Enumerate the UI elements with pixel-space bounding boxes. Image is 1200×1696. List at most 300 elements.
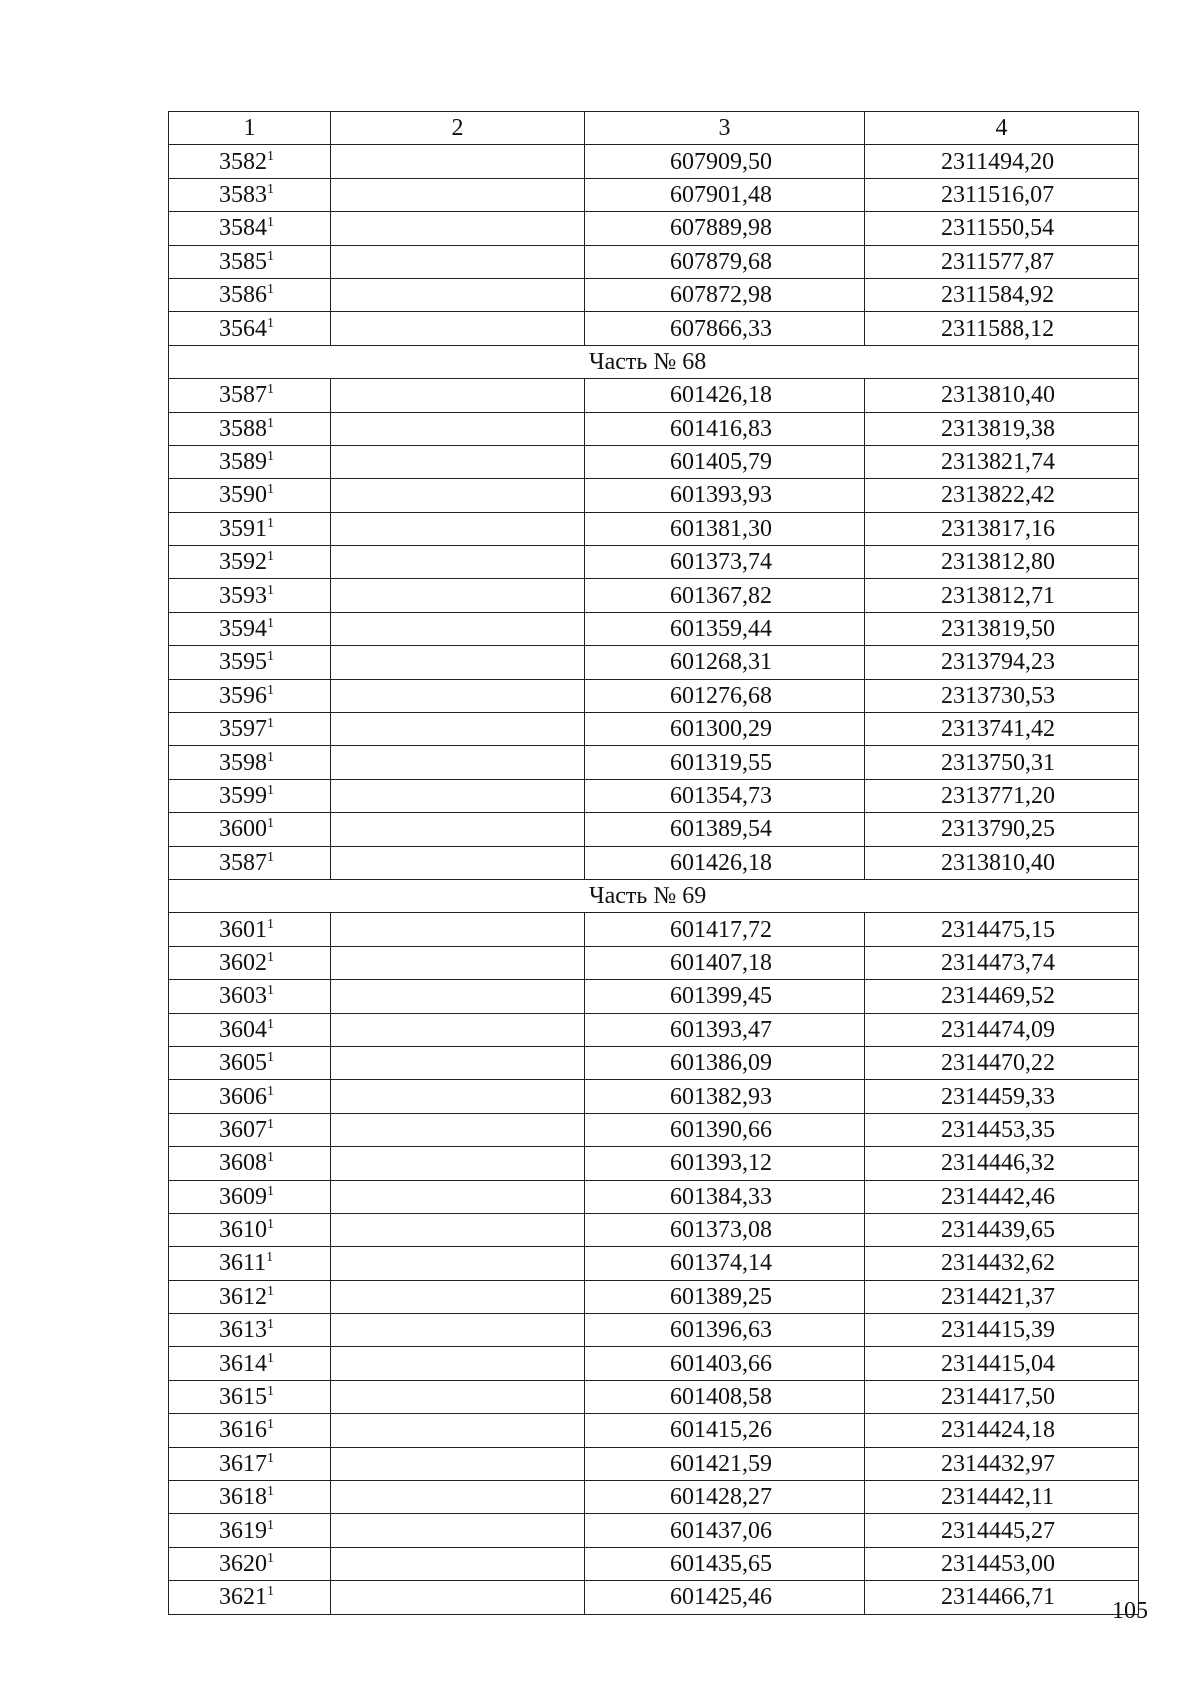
point-number-superscript: 1 bbox=[267, 181, 274, 197]
point-number-superscript: 1 bbox=[267, 1450, 274, 1466]
point-number-superscript: 1 bbox=[267, 649, 274, 665]
point-number-cell bbox=[169, 1180, 331, 1213]
column-2-cell bbox=[331, 746, 585, 779]
coordinate-x-cell: 601268,31 bbox=[585, 646, 865, 679]
coordinate-y-cell: 2313819,50 bbox=[865, 612, 1139, 645]
column-2-cell bbox=[331, 1447, 585, 1480]
point-number-cell bbox=[169, 846, 331, 879]
point-number-cell bbox=[169, 1581, 331, 1614]
coordinate-y-cell: 2313810,40 bbox=[865, 379, 1139, 412]
coordinate-y-cell: 2313817,16 bbox=[865, 512, 1139, 545]
table-row bbox=[169, 1280, 1139, 1313]
point-number: 3587 bbox=[219, 849, 267, 876]
point-number-superscript: 1 bbox=[266, 1250, 274, 1266]
coordinates-table bbox=[168, 111, 1139, 1615]
section-title: Часть № 69 bbox=[169, 879, 1139, 912]
point-number-cell bbox=[169, 746, 331, 779]
point-number-superscript: 1 bbox=[267, 1183, 274, 1199]
point-number-superscript: 1 bbox=[267, 315, 274, 331]
table-body bbox=[169, 145, 1139, 1614]
coordinate-y-cell: 2313812,80 bbox=[865, 546, 1139, 579]
point-number: 3598 bbox=[219, 749, 267, 776]
coordinate-x-cell: 601408,58 bbox=[585, 1380, 865, 1413]
point-number-superscript: 1 bbox=[267, 1317, 274, 1333]
coordinate-y-cell: 2314424,18 bbox=[865, 1414, 1139, 1447]
point-number-superscript: 1 bbox=[267, 949, 274, 965]
coordinate-x-cell: 601393,12 bbox=[585, 1147, 865, 1180]
point-number: 3595 bbox=[219, 649, 267, 676]
column-2-cell bbox=[331, 579, 585, 612]
coordinate-x-cell: 601407,18 bbox=[585, 946, 865, 979]
coordinate-y-cell: 2313741,42 bbox=[865, 713, 1139, 746]
column-2-cell bbox=[331, 679, 585, 712]
page-number: 105 bbox=[1112, 1598, 1148, 1624]
column-2-cell bbox=[331, 980, 585, 1013]
column-2-cell bbox=[331, 1180, 585, 1213]
point-number-superscript: 1 bbox=[267, 1283, 274, 1299]
point-number: 3596 bbox=[219, 682, 267, 709]
coordinate-x-cell: 601405,79 bbox=[585, 445, 865, 478]
table-row bbox=[169, 1046, 1139, 1079]
point-number: 3585 bbox=[219, 248, 267, 275]
coordinate-x-cell: 607901,48 bbox=[585, 178, 865, 211]
point-number-superscript: 1 bbox=[267, 1384, 274, 1400]
point-number-superscript: 1 bbox=[267, 582, 274, 598]
point-number: 3614 bbox=[219, 1350, 267, 1377]
table-row bbox=[169, 379, 1139, 412]
coordinate-y-cell: 2314446,32 bbox=[865, 1147, 1139, 1180]
column-2-cell bbox=[331, 1213, 585, 1246]
column-2-cell bbox=[331, 612, 585, 645]
table-row bbox=[169, 980, 1139, 1013]
point-number-superscript: 1 bbox=[267, 716, 274, 732]
coordinate-x-cell: 601417,72 bbox=[585, 913, 865, 946]
table-row bbox=[169, 1180, 1139, 1213]
coordinate-x-cell: 601382,93 bbox=[585, 1080, 865, 1113]
table-row bbox=[169, 1113, 1139, 1146]
coordinate-y-cell: 2313794,23 bbox=[865, 646, 1139, 679]
column-2-cell bbox=[331, 212, 585, 245]
coordinate-y-cell: 2314442,46 bbox=[865, 1180, 1139, 1213]
point-number-superscript: 1 bbox=[267, 983, 274, 999]
point-number: 3594 bbox=[219, 616, 267, 643]
coordinate-y-cell: 2314439,65 bbox=[865, 1213, 1139, 1246]
point-number: 3615 bbox=[219, 1384, 267, 1411]
table-row bbox=[169, 479, 1139, 512]
coordinate-x-cell: 601354,73 bbox=[585, 779, 865, 812]
coordinate-x-cell: 601384,33 bbox=[585, 1180, 865, 1213]
coordinate-x-cell: 607889,98 bbox=[585, 212, 865, 245]
point-number-superscript: 1 bbox=[267, 1484, 274, 1500]
coordinate-x-cell: 601390,66 bbox=[585, 1113, 865, 1146]
point-number-cell bbox=[169, 178, 331, 211]
point-number-cell bbox=[169, 1380, 331, 1413]
coordinate-y-cell: 2311584,92 bbox=[865, 278, 1139, 311]
point-number-superscript: 1 bbox=[267, 1217, 274, 1233]
point-number-cell bbox=[169, 579, 331, 612]
point-number-cell bbox=[169, 512, 331, 545]
coordinate-x-cell: 601426,18 bbox=[585, 379, 865, 412]
point-number-cell bbox=[169, 145, 331, 178]
table-row bbox=[169, 1013, 1139, 1046]
point-number: 3612 bbox=[219, 1283, 267, 1310]
table-row bbox=[169, 779, 1139, 812]
table-row bbox=[169, 278, 1139, 311]
coordinate-y-cell: 2311550,54 bbox=[865, 212, 1139, 245]
table-row bbox=[169, 1247, 1139, 1280]
point-number-cell bbox=[169, 1113, 331, 1146]
table-row bbox=[169, 1314, 1139, 1347]
coordinate-y-cell: 2313821,74 bbox=[865, 445, 1139, 478]
point-number-cell bbox=[169, 1213, 331, 1246]
coordinate-x-cell: 601403,66 bbox=[585, 1347, 865, 1380]
column-2-cell bbox=[331, 813, 585, 846]
point-number-superscript: 1 bbox=[267, 682, 274, 698]
column-2-cell bbox=[331, 1080, 585, 1113]
point-number-superscript: 1 bbox=[267, 1083, 274, 1099]
column-2-cell bbox=[331, 1113, 585, 1146]
point-number-superscript: 1 bbox=[267, 1350, 274, 1366]
coordinate-x-cell: 601421,59 bbox=[585, 1447, 865, 1480]
point-number-superscript: 1 bbox=[267, 549, 274, 565]
point-number: 3602 bbox=[219, 949, 267, 976]
table-row bbox=[169, 412, 1139, 445]
point-number-cell bbox=[169, 1481, 331, 1514]
point-number-superscript: 1 bbox=[267, 1517, 274, 1533]
point-number-cell bbox=[169, 1247, 331, 1280]
table-row bbox=[169, 1414, 1139, 1447]
table-row bbox=[169, 746, 1139, 779]
coordinate-x-cell: 601389,25 bbox=[585, 1280, 865, 1313]
coordinate-x-cell: 601396,63 bbox=[585, 1314, 865, 1347]
coordinate-x-cell: 601381,30 bbox=[585, 512, 865, 545]
point-number: 3606 bbox=[219, 1083, 267, 1110]
coordinate-x-cell: 601276,68 bbox=[585, 679, 865, 712]
column-2-cell bbox=[331, 412, 585, 445]
table-row bbox=[169, 1213, 1139, 1246]
coordinate-y-cell: 2314415,04 bbox=[865, 1347, 1139, 1380]
coordinate-x-cell: 601393,47 bbox=[585, 1013, 865, 1046]
column-2-cell bbox=[331, 1380, 585, 1413]
column-2-cell bbox=[331, 479, 585, 512]
table-row bbox=[169, 178, 1139, 211]
point-number-cell bbox=[169, 379, 331, 412]
point-number-cell bbox=[169, 913, 331, 946]
coordinate-x-cell: 607879,68 bbox=[585, 245, 865, 278]
coordinate-y-cell: 2314469,52 bbox=[865, 980, 1139, 1013]
table-row bbox=[169, 813, 1139, 846]
coordinate-y-cell: 2313750,31 bbox=[865, 746, 1139, 779]
coordinate-y-cell: 2314432,62 bbox=[865, 1247, 1139, 1280]
column-2-cell bbox=[331, 145, 585, 178]
coordinate-y-cell: 2311516,07 bbox=[865, 178, 1139, 211]
table-row bbox=[169, 846, 1139, 879]
point-number-cell bbox=[169, 1013, 331, 1046]
coordinate-y-cell: 2314474,09 bbox=[865, 1013, 1139, 1046]
table-row bbox=[169, 512, 1139, 545]
point-number: 3588 bbox=[219, 415, 267, 442]
table-row bbox=[169, 312, 1139, 345]
point-number-superscript: 1 bbox=[267, 248, 274, 264]
section-title: Часть № 68 bbox=[169, 345, 1139, 378]
coordinate-x-cell: 601373,08 bbox=[585, 1213, 865, 1246]
column-2-cell bbox=[331, 1481, 585, 1514]
point-number-superscript: 1 bbox=[267, 1050, 274, 1066]
table-row bbox=[169, 612, 1139, 645]
point-number: 3608 bbox=[219, 1150, 267, 1177]
point-number-cell bbox=[169, 1414, 331, 1447]
point-number: 3609 bbox=[219, 1183, 267, 1210]
column-2-cell bbox=[331, 1280, 585, 1313]
point-number-superscript: 1 bbox=[267, 916, 274, 932]
point-number-superscript: 1 bbox=[267, 1417, 274, 1433]
point-number-superscript: 1 bbox=[267, 282, 274, 298]
point-number-superscript: 1 bbox=[267, 215, 274, 231]
table-row bbox=[169, 1147, 1139, 1180]
point-number-superscript: 1 bbox=[267, 1550, 274, 1566]
coordinate-x-cell: 601399,45 bbox=[585, 980, 865, 1013]
point-number-cell bbox=[169, 479, 331, 512]
column-header-2: 2 bbox=[331, 112, 585, 145]
coordinate-x-cell: 601435,65 bbox=[585, 1547, 865, 1580]
coordinate-y-cell: 2314475,15 bbox=[865, 913, 1139, 946]
column-2-cell bbox=[331, 245, 585, 278]
section-header-row bbox=[169, 345, 1139, 378]
column-2-cell bbox=[331, 1547, 585, 1580]
table-header-row bbox=[169, 112, 1139, 145]
coordinate-y-cell: 2314466,71 bbox=[865, 1581, 1139, 1614]
column-2-cell bbox=[331, 1013, 585, 1046]
column-2-cell bbox=[331, 1414, 585, 1447]
coordinate-x-cell: 607866,33 bbox=[585, 312, 865, 345]
point-number-cell bbox=[169, 1347, 331, 1380]
column-2-cell bbox=[331, 379, 585, 412]
point-number: 3600 bbox=[219, 816, 267, 843]
table-row bbox=[169, 579, 1139, 612]
coordinate-y-cell: 2314473,74 bbox=[865, 946, 1139, 979]
point-number: 3601 bbox=[219, 916, 267, 943]
point-number: 3611 bbox=[219, 1250, 267, 1277]
column-2-cell bbox=[331, 1314, 585, 1347]
coordinate-y-cell: 2313812,71 bbox=[865, 579, 1139, 612]
column-2-cell bbox=[331, 1581, 585, 1614]
point-number-cell bbox=[169, 713, 331, 746]
coordinate-x-cell: 601374,14 bbox=[585, 1247, 865, 1280]
coordinate-x-cell: 601416,83 bbox=[585, 412, 865, 445]
point-number-cell bbox=[169, 1514, 331, 1547]
coordinate-y-cell: 2313790,25 bbox=[865, 813, 1139, 846]
point-number-cell bbox=[169, 546, 331, 579]
coordinate-y-cell: 2313819,38 bbox=[865, 412, 1139, 445]
coordinate-y-cell: 2314421,37 bbox=[865, 1280, 1139, 1313]
point-number: 3621 bbox=[219, 1584, 267, 1611]
point-number: 3616 bbox=[219, 1417, 267, 1444]
coordinate-y-cell: 2314453,35 bbox=[865, 1113, 1139, 1146]
table-row bbox=[169, 546, 1139, 579]
column-2-cell bbox=[331, 278, 585, 311]
column-2-cell bbox=[331, 178, 585, 211]
coordinate-y-cell: 2311588,12 bbox=[865, 312, 1139, 345]
point-number: 3587 bbox=[219, 382, 267, 409]
coordinate-y-cell: 2314415,39 bbox=[865, 1314, 1139, 1347]
coordinate-x-cell: 601428,27 bbox=[585, 1481, 865, 1514]
point-number: 3613 bbox=[219, 1317, 267, 1344]
point-number: 3603 bbox=[219, 983, 267, 1010]
point-number-superscript: 1 bbox=[267, 816, 274, 832]
table-row bbox=[169, 212, 1139, 245]
column-header-3: 3 bbox=[585, 112, 865, 145]
coordinate-x-cell: 607872,98 bbox=[585, 278, 865, 311]
column-2-cell bbox=[331, 846, 585, 879]
coordinate-y-cell: 2311494,20 bbox=[865, 145, 1139, 178]
point-number: 3597 bbox=[219, 716, 267, 743]
coordinate-y-cell: 2314453,00 bbox=[865, 1547, 1139, 1580]
column-header-4: 4 bbox=[865, 112, 1139, 145]
point-number: 3619 bbox=[219, 1517, 267, 1544]
coordinate-y-cell: 2314445,27 bbox=[865, 1514, 1139, 1547]
point-number: 3593 bbox=[219, 582, 267, 609]
point-number-cell bbox=[169, 278, 331, 311]
coordinate-x-cell: 601437,06 bbox=[585, 1514, 865, 1547]
table-row bbox=[169, 1481, 1139, 1514]
table-row bbox=[169, 445, 1139, 478]
point-number-cell bbox=[169, 1280, 331, 1313]
section-header-row bbox=[169, 879, 1139, 912]
coordinate-x-cell: 601426,18 bbox=[585, 846, 865, 879]
table-row bbox=[169, 1080, 1139, 1113]
point-number-cell bbox=[169, 445, 331, 478]
point-number-superscript: 1 bbox=[267, 1116, 274, 1132]
point-number: 3604 bbox=[219, 1016, 267, 1043]
column-2-cell bbox=[331, 312, 585, 345]
table-row bbox=[169, 1547, 1139, 1580]
point-number: 3620 bbox=[219, 1550, 267, 1577]
coordinate-x-cell: 601415,26 bbox=[585, 1414, 865, 1447]
coordinate-x-cell: 601389,54 bbox=[585, 813, 865, 846]
table-row bbox=[169, 1447, 1139, 1480]
table-row bbox=[169, 145, 1139, 178]
point-number-superscript: 1 bbox=[267, 1150, 274, 1166]
coordinate-y-cell: 2314470,22 bbox=[865, 1046, 1139, 1079]
point-number: 3607 bbox=[219, 1116, 267, 1143]
coordinate-y-cell: 2314432,97 bbox=[865, 1447, 1139, 1480]
table-row bbox=[169, 946, 1139, 979]
point-number-superscript: 1 bbox=[267, 515, 274, 531]
table-row bbox=[169, 1514, 1139, 1547]
point-number-cell bbox=[169, 813, 331, 846]
point-number-superscript: 1 bbox=[267, 1584, 274, 1600]
point-number-superscript: 1 bbox=[267, 382, 274, 398]
coordinate-x-cell: 601359,44 bbox=[585, 612, 865, 645]
column-2-cell bbox=[331, 546, 585, 579]
coordinate-y-cell: 2313822,42 bbox=[865, 479, 1139, 512]
coordinate-y-cell: 2313810,40 bbox=[865, 846, 1139, 879]
point-number-cell bbox=[169, 245, 331, 278]
point-number-superscript: 1 bbox=[267, 749, 274, 765]
point-number-cell bbox=[169, 1547, 331, 1580]
point-number: 3605 bbox=[219, 1050, 267, 1077]
coordinate-y-cell: 2314417,50 bbox=[865, 1380, 1139, 1413]
point-number-superscript: 1 bbox=[267, 148, 274, 164]
point-number-cell bbox=[169, 1046, 331, 1079]
point-number: 3589 bbox=[219, 449, 267, 476]
point-number-cell bbox=[169, 779, 331, 812]
table-row bbox=[169, 713, 1139, 746]
column-2-cell bbox=[331, 946, 585, 979]
coordinate-x-cell: 607909,50 bbox=[585, 145, 865, 178]
table-row bbox=[169, 245, 1139, 278]
coordinate-x-cell: 601386,09 bbox=[585, 1046, 865, 1079]
coordinate-x-cell: 601300,29 bbox=[585, 713, 865, 746]
column-2-cell bbox=[331, 646, 585, 679]
point-number-cell bbox=[169, 679, 331, 712]
column-2-cell bbox=[331, 1046, 585, 1079]
table-row bbox=[169, 1581, 1139, 1614]
point-number-cell bbox=[169, 1080, 331, 1113]
column-2-cell bbox=[331, 913, 585, 946]
point-number-cell bbox=[169, 1314, 331, 1347]
column-2-cell bbox=[331, 779, 585, 812]
table-row bbox=[169, 679, 1139, 712]
coordinate-x-cell: 601373,74 bbox=[585, 546, 865, 579]
column-2-cell bbox=[331, 1247, 585, 1280]
point-number-superscript: 1 bbox=[267, 482, 274, 498]
point-number-cell bbox=[169, 212, 331, 245]
column-2-cell bbox=[331, 1147, 585, 1180]
coordinate-y-cell: 2311577,87 bbox=[865, 245, 1139, 278]
point-number: 3610 bbox=[219, 1217, 267, 1244]
table-row bbox=[169, 913, 1139, 946]
point-number-cell bbox=[169, 312, 331, 345]
point-number: 3586 bbox=[219, 282, 267, 309]
point-number-cell bbox=[169, 980, 331, 1013]
point-number-cell bbox=[169, 1147, 331, 1180]
coordinate-x-cell: 601367,82 bbox=[585, 579, 865, 612]
point-number-superscript: 1 bbox=[267, 449, 274, 465]
column-2-cell bbox=[331, 1347, 585, 1380]
point-number-superscript: 1 bbox=[267, 849, 274, 865]
point-number-cell bbox=[169, 1447, 331, 1480]
point-number: 3599 bbox=[219, 783, 267, 809]
point-number: 3590 bbox=[219, 482, 267, 509]
point-number: 3618 bbox=[219, 1484, 267, 1511]
column-2-cell bbox=[331, 713, 585, 746]
table-row bbox=[169, 1380, 1139, 1413]
point-number-cell bbox=[169, 612, 331, 645]
point-number: 3592 bbox=[219, 549, 267, 576]
coordinate-x-cell: 601319,55 bbox=[585, 746, 865, 779]
column-2-cell bbox=[331, 445, 585, 478]
column-header-1: 1 bbox=[169, 112, 331, 145]
coordinate-x-cell: 601425,46 bbox=[585, 1581, 865, 1614]
coordinate-y-cell: 2314442,11 bbox=[865, 1481, 1139, 1514]
point-number: 3584 bbox=[219, 215, 267, 242]
column-2-cell bbox=[331, 512, 585, 545]
coordinate-y-cell: 2313730,53 bbox=[865, 679, 1139, 712]
coordinate-x-cell: 601393,93 bbox=[585, 479, 865, 512]
point-number-superscript: 1 bbox=[267, 415, 274, 431]
point-number: 3591 bbox=[219, 515, 267, 542]
column-2-cell bbox=[331, 1514, 585, 1547]
point-number: 3617 bbox=[219, 1450, 267, 1477]
point-number-cell bbox=[169, 412, 331, 445]
table-row bbox=[169, 1347, 1139, 1380]
point-number: 3582 bbox=[219, 148, 267, 175]
point-number-superscript: 1 bbox=[267, 616, 274, 632]
point-number: 3564 bbox=[219, 315, 267, 342]
point-number: 3583 bbox=[219, 181, 267, 208]
coordinate-y-cell: 2314459,33 bbox=[865, 1080, 1139, 1113]
